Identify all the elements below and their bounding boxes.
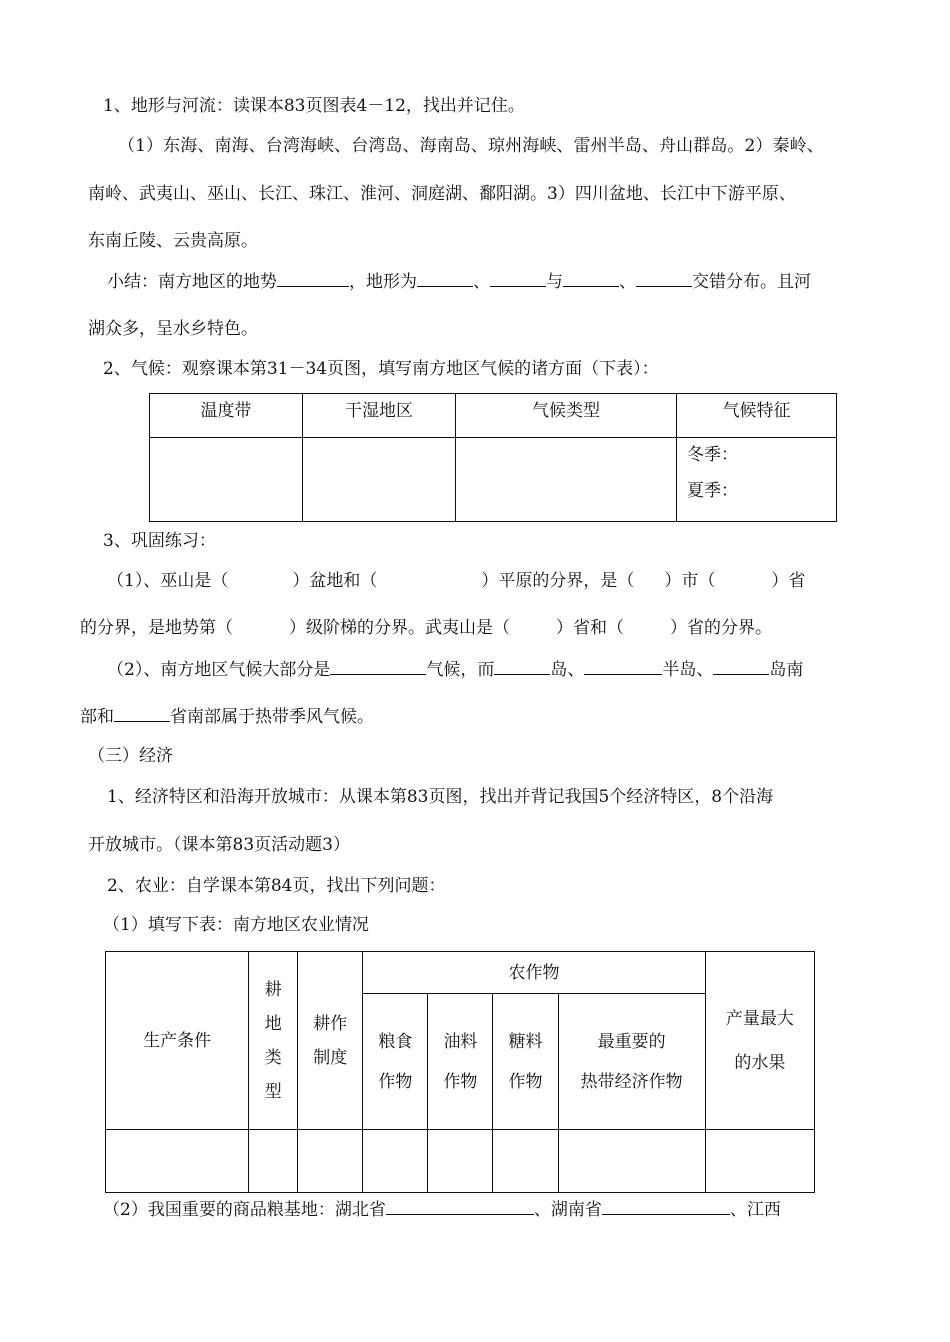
landform-blank-4[interactable] bbox=[636, 270, 692, 287]
economy-p2: 2、农业：自学课本第84页，找出下列问题： bbox=[107, 876, 446, 896]
tropical-l2: 热带经济作物 bbox=[580, 1071, 683, 1092]
summary-text-a: 小结：南方地区的地势 bbox=[107, 272, 277, 292]
economy-p1-line1: 1、经济特区和沿海开放城市：从课本第83页图，找出并背记我国5个经济特区，8个沿海 bbox=[107, 787, 774, 807]
cell-sugar[interactable] bbox=[493, 1130, 558, 1193]
cell-farming[interactable] bbox=[298, 1130, 363, 1193]
header-oil-crops bbox=[428, 994, 493, 1130]
summer-label: 夏季： bbox=[687, 481, 738, 501]
q2-text-b: 气候，而 bbox=[426, 660, 495, 680]
landform-blank-2[interactable] bbox=[490, 270, 546, 287]
q2-blank-peninsula[interactable] bbox=[584, 658, 662, 675]
cell-land-type[interactable] bbox=[249, 1130, 298, 1193]
summary-text-f: 交错分布。且河 bbox=[692, 272, 811, 292]
summary-line2: 湖众多，呈水乡特色。 bbox=[88, 319, 258, 339]
q2-line2 bbox=[80, 705, 374, 728]
farming-l2: 制度 bbox=[313, 1047, 348, 1068]
q1-text-g: ）级阶梯的分界。武夷山是（ bbox=[289, 618, 510, 638]
grain-base-line bbox=[103, 1198, 781, 1221]
q2-line1 bbox=[107, 658, 803, 681]
q1-text-a: （1）、巫山是（ bbox=[107, 571, 229, 591]
q1-text-c: ）平原的分界，是（ bbox=[481, 571, 635, 591]
cell-dry-wet-region[interactable] bbox=[303, 438, 456, 522]
q2-text-c: 岛、 bbox=[550, 660, 585, 680]
header-temperature-zone: 温度带 bbox=[150, 394, 303, 438]
winter-label: 冬季： bbox=[687, 445, 738, 465]
summary-text-c: 、 bbox=[473, 272, 490, 292]
q2-text-a: （2）、南方地区气候大部分是 bbox=[107, 660, 331, 680]
section3-heading: 3、巩固练习： bbox=[103, 531, 216, 551]
q2-blank-island[interactable] bbox=[494, 658, 550, 675]
oil-l1: 油料 bbox=[443, 1031, 478, 1052]
header-land-type bbox=[249, 952, 298, 1130]
economy-p3: （1）填写下表：南方地区农业情况 bbox=[103, 915, 369, 935]
fruit-l2: 的水果 bbox=[734, 1052, 786, 1073]
q1-text-d: ）市（ bbox=[664, 571, 716, 591]
sugar-l1: 糖料 bbox=[508, 1031, 543, 1052]
tropical-l1: 最重要的 bbox=[597, 1031, 666, 1052]
q1-text-e: ）省 bbox=[771, 571, 806, 591]
header-dry-wet-region: 干湿地区 bbox=[303, 394, 456, 438]
sugar-l2: 作物 bbox=[508, 1071, 543, 1092]
cell-fruit[interactable] bbox=[705, 1130, 814, 1193]
q2-text-d: 半岛、 bbox=[662, 660, 714, 680]
economy-p1-line2: 开放城市。（课本第83页活动题3） bbox=[88, 835, 350, 855]
q2-text-f: 部和 bbox=[80, 707, 114, 727]
grain-l2: 作物 bbox=[378, 1071, 413, 1092]
economy-heading: （三）经济 bbox=[88, 746, 173, 766]
farming-l1: 耕作 bbox=[313, 1013, 348, 1034]
grain-base-text-a: （2）我国重要的商品粮基地：湖北省 bbox=[103, 1200, 386, 1220]
header-grain-crops bbox=[363, 994, 428, 1130]
land-type-char-4: 型 bbox=[264, 1081, 282, 1102]
cell-tropical[interactable] bbox=[558, 1130, 705, 1193]
summary-text-d: 与 bbox=[546, 272, 563, 292]
q1-line2 bbox=[80, 617, 772, 639]
q2-text-e: 岛南 bbox=[769, 660, 804, 680]
hubei-blank[interactable] bbox=[386, 1198, 534, 1215]
cell-climate-features[interactable] bbox=[677, 438, 837, 522]
header-crops: 农作物 bbox=[363, 952, 705, 994]
header-tropical-crops bbox=[558, 994, 705, 1130]
q2-text-g: 省南部属于热带季风气候。 bbox=[170, 707, 374, 727]
section1-line1: （1）东海、南海、台湾海峡、台湾岛、海南岛、琼州海峡、雷州半岛、舟山群岛。2）秦岭、 bbox=[118, 136, 824, 156]
grain-base-text-b: 、湖南省 bbox=[533, 1200, 602, 1220]
header-climate-type: 气候类型 bbox=[456, 394, 677, 438]
cell-temperature-zone[interactable] bbox=[150, 438, 303, 522]
section2-heading: 2、气候：观察课本第31－34页图，填写南方地区气候的诸方面（下表）： bbox=[103, 359, 659, 379]
summary-line bbox=[107, 270, 811, 293]
landform-blank-1[interactable] bbox=[417, 270, 473, 287]
header-farming-system bbox=[298, 952, 363, 1130]
q1-text-b: ）盆地和（ bbox=[292, 571, 378, 591]
oil-l2: 作物 bbox=[443, 1071, 478, 1092]
cell-production[interactable] bbox=[106, 1130, 249, 1193]
section1-heading: 1、地形与河流：读课本83页图表4－12，找出并记住。 bbox=[103, 96, 525, 116]
climate-table bbox=[149, 393, 837, 522]
q2-blank-climate[interactable] bbox=[330, 658, 426, 675]
section1-line3: 东南丘陵、云贵高原。 bbox=[88, 231, 258, 251]
terrain-blank[interactable] bbox=[277, 270, 349, 287]
landform-blank-3[interactable] bbox=[563, 270, 619, 287]
header-sugar-crops bbox=[493, 994, 558, 1130]
land-type-char-2: 地 bbox=[264, 1013, 282, 1034]
fruit-l1: 产量最大 bbox=[725, 1008, 794, 1029]
q1-line1 bbox=[107, 570, 805, 592]
cell-climate-type[interactable] bbox=[456, 438, 677, 522]
q2-blank-province[interactable] bbox=[114, 705, 170, 722]
summary-text-b: ，地形为 bbox=[349, 272, 417, 292]
q1-text-h: ）省和（ bbox=[556, 618, 624, 638]
q2-blank-island-2[interactable] bbox=[713, 658, 769, 675]
q1-text-i: ）省的分界。 bbox=[670, 618, 772, 638]
cell-grain[interactable] bbox=[363, 1130, 428, 1193]
cell-oil[interactable] bbox=[428, 1130, 493, 1193]
header-climate-features: 气候特征 bbox=[677, 394, 837, 438]
header-production-conditions: 生产条件 bbox=[106, 952, 249, 1130]
summary-text-e: 、 bbox=[619, 272, 636, 292]
land-type-char-1: 耕 bbox=[264, 979, 282, 1000]
q1-text-f: 的分界，是地势第（ bbox=[80, 618, 233, 638]
hunan-blank[interactable] bbox=[602, 1198, 730, 1215]
header-top-fruit bbox=[705, 952, 814, 1130]
grain-base-text-c: 、江西 bbox=[729, 1200, 781, 1220]
land-type-char-3: 类 bbox=[264, 1047, 282, 1068]
grain-l1: 粮食 bbox=[378, 1031, 413, 1052]
agriculture-table bbox=[105, 951, 815, 1193]
section1-line2: 南岭、武夷山、巫山、长江、珠江、淮河、洞庭湖、鄱阳湖。3）四川盆地、长江中下游平原、 bbox=[88, 184, 796, 204]
